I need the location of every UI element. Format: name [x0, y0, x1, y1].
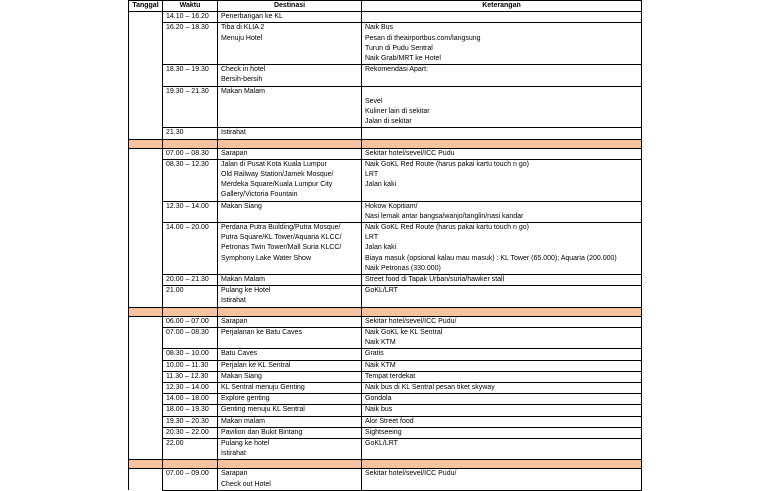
- notes-cell[interactable]: Naik GoKL ke KL Sentral Naik KTM: [362, 327, 642, 348]
- time-cell[interactable]: 06.00 – 07.00: [163, 316, 218, 327]
- table-row: [129, 416, 642, 427]
- time-cell[interactable]: 12.30 – 14.00: [163, 201, 218, 222]
- notes-cell[interactable]: Street food di Tapak Urban/suria/hawker stall: [362, 275, 642, 286]
- destination-cell[interactable]: Makan Siang: [218, 371, 362, 382]
- table-row: [129, 316, 642, 327]
- table-row: [129, 23, 642, 65]
- header-row: [129, 1, 642, 12]
- time-cell[interactable]: 20.00 – 21.30: [163, 275, 218, 286]
- date-cell[interactable]: [129, 12, 163, 139]
- table-row: [129, 469, 642, 490]
- time-cell[interactable]: 16.20 – 18.30: [163, 23, 218, 65]
- notes-cell[interactable]: Sekitar hotel/sevel/ICC Pudu/: [362, 469, 642, 490]
- destination-cell[interactable]: Explore genting: [218, 394, 362, 405]
- notes-cell[interactable]: Gondola: [362, 394, 642, 405]
- notes-cell[interactable]: Tempat terdekat: [362, 371, 642, 382]
- date-cell[interactable]: [129, 469, 163, 490]
- destination-cell[interactable]: Perjalan ke KL Sentral: [218, 360, 362, 371]
- table-row: [129, 128, 642, 139]
- time-cell[interactable]: 07.00 – 08.30: [163, 327, 218, 348]
- table-row: [129, 405, 642, 416]
- destination-cell[interactable]: Sarapan: [218, 316, 362, 327]
- destination-cell[interactable]: Pavilion dan Bukit Bintang: [218, 427, 362, 438]
- notes-cell[interactable]: Sekitar hotel/sevel/ICC Pudu/: [362, 316, 642, 327]
- time-cell[interactable]: 19.30 – 21.30: [163, 86, 218, 128]
- time-cell[interactable]: 21.30: [163, 128, 218, 139]
- table-row: [129, 438, 642, 459]
- time-cell[interactable]: 10.00 – 11.30: [163, 360, 218, 371]
- time-cell[interactable]: 14.00 – 20.00: [163, 223, 218, 275]
- separator-cell: [129, 139, 163, 148]
- notes-cell[interactable]: Naik KTM: [362, 360, 642, 371]
- notes-cell[interactable]: Naik Bus Pesan di theairportbus.com/langsung Turun di Pudu Sentral Naik Grab/MRT ke Hotel: [362, 23, 642, 65]
- destination-cell[interactable]: Pulang ke hotel Istirahat: [218, 438, 362, 459]
- header-notes[interactable]: Keterangan: [362, 1, 642, 12]
- destination-cell[interactable]: Makan Siang: [218, 201, 362, 222]
- time-cell[interactable]: 20.30 – 22.00: [163, 427, 218, 438]
- time-cell[interactable]: 14.10 – 16.20: [163, 12, 218, 23]
- destination-cell[interactable]: Sarapan Check out Hotel: [218, 469, 362, 490]
- itinerary-table: [128, 0, 642, 491]
- notes-cell[interactable]: GoKL/LRT: [362, 438, 642, 459]
- separator-cell: [362, 139, 642, 148]
- table-row: [129, 327, 642, 348]
- notes-cell[interactable]: Naik GoKL Red Route (harus pakai kartu touch n go) LRT Jalan kaki: [362, 159, 642, 201]
- separator-cell: [129, 307, 163, 316]
- time-cell[interactable]: 14.00 – 18.00: [163, 394, 218, 405]
- table-row: [129, 201, 642, 222]
- notes-cell[interactable]: Rekomendasi Apart:: [362, 65, 642, 86]
- notes-cell[interactable]: [362, 128, 642, 139]
- date-cell[interactable]: [129, 316, 163, 460]
- separator-cell: [163, 307, 218, 316]
- header-destination[interactable]: Destinasi: [218, 1, 362, 12]
- notes-cell[interactable]: Naik bus: [362, 405, 642, 416]
- table-row: [129, 382, 642, 393]
- separator-cell: [163, 460, 218, 469]
- table-row: [129, 371, 642, 382]
- table-row: [129, 427, 642, 438]
- time-cell[interactable]: 11.30 – 12.30: [163, 371, 218, 382]
- separator-cell: [218, 139, 362, 148]
- time-cell[interactable]: 18.30 – 19.30: [163, 65, 218, 86]
- table-row: [129, 86, 642, 128]
- destination-cell[interactable]: Makan malam: [218, 416, 362, 427]
- time-cell[interactable]: 22.00: [163, 438, 218, 459]
- destination-cell[interactable]: Tiba di KLIA 2 Menuju Hotel: [218, 23, 362, 65]
- date-cell[interactable]: [129, 148, 163, 307]
- notes-cell[interactable]: Sevel Kuliner lain di sekitar Jalan di sekitar: [362, 86, 642, 128]
- destination-cell[interactable]: Makan Malam: [218, 275, 362, 286]
- destination-cell[interactable]: Genting menuju KL Sentral: [218, 405, 362, 416]
- destination-cell[interactable]: Sarapan: [218, 148, 362, 159]
- notes-cell[interactable]: [362, 12, 642, 23]
- header-time[interactable]: Waktu: [163, 1, 218, 12]
- destination-cell[interactable]: Penerbangan ke KL: [218, 12, 362, 23]
- notes-cell[interactable]: Hokow Kopitiam/ Nasi lemak antar bangsa/wanjo/tanglin/nasi kandar: [362, 201, 642, 222]
- time-cell[interactable]: 07.00 – 09.00: [163, 469, 218, 490]
- destination-cell[interactable]: Makan Malam: [218, 86, 362, 128]
- separator-cell: [218, 307, 362, 316]
- separator-cell: [129, 460, 163, 469]
- time-cell[interactable]: 07.00 – 08.30: [163, 148, 218, 159]
- separator-cell: [362, 307, 642, 316]
- notes-cell[interactable]: Gratis: [362, 349, 642, 360]
- itinerary-body: [129, 12, 642, 491]
- time-cell[interactable]: 21.00: [163, 286, 218, 307]
- table-row: [129, 286, 642, 307]
- separator-cell: [218, 460, 362, 469]
- notes-cell[interactable]: Naik GoKL Red Route (harus pakai kartu touch n go) LRT Jalan kaki Biaya masuk (opsional kalau mau masuk) : KL Tower (65.000); Aquaria (200.000) Naik Petronas (330.000): [362, 223, 642, 275]
- table-row: [129, 12, 642, 23]
- table-row: [129, 159, 642, 201]
- notes-cell[interactable]: GoKL/LRT: [362, 286, 642, 307]
- time-cell[interactable]: 19.30 – 20.30: [163, 416, 218, 427]
- destination-cell[interactable]: Perjalanan ke Batu Caves: [218, 327, 362, 348]
- time-cell[interactable]: 12.30 – 14.00: [163, 382, 218, 393]
- notes-cell[interactable]: Alor Street food: [362, 416, 642, 427]
- notes-cell[interactable]: Sekitar hotel/sevel/ICC Pudu: [362, 148, 642, 159]
- time-cell[interactable]: 08.30 – 12.30: [163, 159, 218, 201]
- destination-cell[interactable]: KL Sentral menuju Genting: [218, 382, 362, 393]
- table-row: [129, 65, 642, 86]
- table-row: [129, 275, 642, 286]
- notes-cell[interactable]: Naik bus di KL Sentral pesan tiket skyway: [362, 382, 642, 393]
- table-row: [129, 360, 642, 371]
- table-row: [129, 148, 642, 159]
- destination-cell[interactable]: Check in hotel Bersih-bersih: [218, 65, 362, 86]
- day-separator: [129, 139, 642, 148]
- destination-cell[interactable]: Perdana Putra Building/Putra Mosque/ Putra Square/KL Tower/Aquaria KLCC/ Petronas Twin Tower/Mall Suria KLCC/ Symphony Lake Water Show: [218, 223, 362, 275]
- day-separator: [129, 307, 642, 316]
- day-separator: [129, 460, 642, 469]
- destination-cell[interactable]: Batu Caves: [218, 349, 362, 360]
- table-row: [129, 394, 642, 405]
- separator-cell: [362, 460, 642, 469]
- notes-cell[interactable]: Sightseeing: [362, 427, 642, 438]
- separator-cell: [163, 139, 218, 148]
- table-row: [129, 349, 642, 360]
- destination-cell[interactable]: Pulang ke Hotel Istirahat: [218, 286, 362, 307]
- destination-cell[interactable]: Istirahat: [218, 128, 362, 139]
- destination-cell[interactable]: Jalan di Pusat Kota Kuala Lumpur Old Railway Station/Jamek Mosque/ Merdeka Square/Kuala Lumpur City Gallery/Victoria Fountain: [218, 159, 362, 201]
- time-cell[interactable]: 18.00 – 19.30: [163, 405, 218, 416]
- time-cell[interactable]: 08.30 – 10.00: [163, 349, 218, 360]
- table-row: [129, 223, 642, 275]
- header-date[interactable]: Tanggal: [129, 1, 163, 12]
